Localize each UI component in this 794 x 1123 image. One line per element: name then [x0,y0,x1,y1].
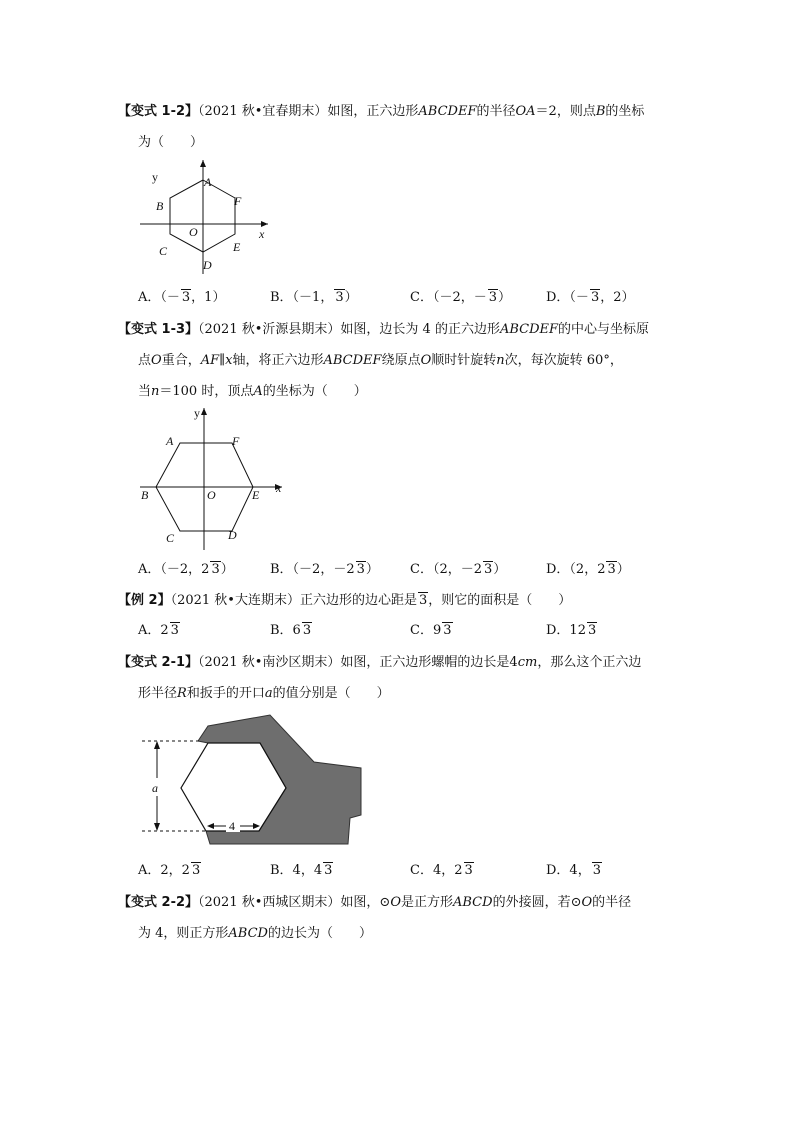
text-segment: ，1） [191,290,226,305]
text-segment: 次，每次旋转 60°， [504,353,623,368]
text-segment: n [496,353,505,368]
text-segment: ＝100 时，顶点 [159,384,254,399]
q3-tag: 【例 2】 [118,593,171,608]
q1-line2: 为（ ） [138,135,204,150]
q3-option-c[interactable] [410,622,453,640]
text-segment: 的外接圆，若⊙ [492,895,582,910]
text-segment: 3 [484,562,493,577]
text-segment: ） [220,562,234,577]
q4-option-d[interactable] [546,862,602,880]
text-segment: 3 [443,623,452,638]
text-segment: 如图，正六边形螺帽的边长是 [340,655,510,670]
q5-line1 [118,894,631,912]
text-segment: 是正方形 [400,895,453,910]
text-segment: D．4， [546,863,591,878]
text-segment: B．4，4 [270,863,323,878]
text-segment: A．2，2 [138,863,190,878]
text-segment: ABCD [453,895,493,910]
text-segment: 正六边形的边心距是 [299,593,417,608]
text-segment: 轴，将正六边形 [232,353,324,368]
q4-source: （2021 秋•南沙区期末） [198,655,341,670]
q4-option-c[interactable] [410,862,474,880]
text-segment: x [225,353,233,368]
text-segment: ） [344,290,358,305]
label-F: F [234,194,242,208]
text-segment: A．2 [138,623,169,638]
text-segment: 顺时针旋转 [431,353,497,368]
wrench-shape [198,715,361,844]
text-segment: ） [616,562,630,577]
label-E: E [233,240,241,254]
text-segment: 绕原点 [381,353,421,368]
q2-source: （2021 秋•沂源县期末） [198,322,341,337]
label-C: C [159,244,168,258]
label-C: C [166,531,175,545]
q1-text: ＝2，则点 [535,104,596,119]
text-segment: 的边长为（ ） [267,926,372,941]
text-segment: 3 [191,863,201,878]
text-segment: B．6 [270,623,301,638]
q3-option-d[interactable] [546,622,597,640]
label-4: 4 [229,819,235,833]
q1-point: B [595,104,606,119]
text-segment: 3 [587,623,597,638]
text-segment: 的半径 [592,895,632,910]
text-segment: 形半径 [138,686,178,701]
text-segment: n [151,384,160,399]
label-O: O [207,488,216,502]
label-D: D [228,528,237,542]
text-segment: A [253,384,263,399]
label-D: D [203,258,212,272]
q1-figure [136,158,276,276]
q4-option-a[interactable] [138,862,201,880]
label-E: E [252,488,260,502]
text-segment: 3 [211,562,220,577]
text-segment: 3 [592,863,601,878]
arrow-up [154,741,160,749]
q2-option-a[interactable] [138,561,234,579]
text-segment: 重合， [161,353,201,368]
q1-oa: OA [515,104,536,119]
text-segment: ） [493,562,507,577]
text-segment: ） [365,562,379,577]
text-segment: 3 [324,863,333,878]
q4-line1 [118,654,641,672]
q1-source: （2021 秋•宜春期末） [198,104,328,119]
q2-option-b[interactable] [270,561,379,579]
text-segment: A．（－ [138,290,180,305]
text-segment: A．（－2，2 [138,562,210,577]
q1-text: 如图，正六边形 [327,104,419,119]
text-segment: 3 [335,290,344,305]
q2-hex-name: ABCDEF [499,322,559,337]
q4-tag: 【变式 2-1】 [118,655,199,670]
q2-tag: 【变式 1-3】 [118,322,199,337]
q1-hex-name: ABCDEF [418,104,477,119]
q3-source: （2021 秋•大连期末） [170,593,300,608]
text-segment: ∥ [219,353,226,368]
text-segment: 当 [138,384,152,399]
text-segment: 4 [509,655,518,670]
q1-text: 的坐标 [605,104,645,119]
q5-source: （2021 秋•西城区期末） [198,895,341,910]
q2-line2 [138,352,623,370]
text-segment: C．4，2 [410,863,463,878]
q1-text: 的半径 [476,104,516,119]
text-segment: 3 [607,562,616,577]
label-y: y [152,170,158,184]
text-segment: 3 [464,863,473,878]
label-x: x [276,481,282,495]
q5-line2 [138,925,372,943]
label-O: O [189,225,198,239]
text-segment: R [177,686,187,701]
text-segment: cm [517,655,538,670]
text-segment: O [151,353,162,368]
q4-line2 [138,685,390,703]
text-segment: ） [498,290,512,305]
text-segment: 和扳手的开口 [186,686,265,701]
q2-line1 [118,321,649,339]
q1-line1 [118,103,644,121]
q2-text: 如图，边长为 4 的正六边形 [340,322,500,337]
text-segment: 3 [170,623,179,638]
text-segment: a [264,686,273,701]
text-segment: ABCDEF [323,353,382,368]
text-segment: 的坐标为（ ） [262,384,367,399]
text-segment: 3 [181,290,191,305]
q4-figure [136,710,368,854]
text-segment: D．（－ [546,290,589,305]
text-segment: AF [200,353,220,368]
q3-option-a[interactable] [138,622,180,640]
q1-option-b[interactable] [270,289,358,307]
text-segment: 点 [138,353,152,368]
label-A: A [166,434,174,448]
arrow-down [154,823,160,831]
q1-option-c[interactable] [410,289,511,307]
text-segment: ABCD [228,926,268,941]
q2-option-c[interactable] [410,561,506,579]
arrow-right [253,823,260,829]
text-segment: ，则它的面积是（ ） [428,593,572,608]
text-segment: O [581,895,593,910]
label-a: a [152,781,158,795]
q2-figure [136,404,292,552]
label-x: x [259,227,265,241]
y-axis-arrow [200,160,206,167]
text-segment: D．12 [546,623,586,638]
q2-text: 的中心与坐标原 [558,322,650,337]
label-F: F [232,434,240,448]
text-segment: C．（－2，－ [410,290,487,305]
text-segment: 3 [418,593,428,608]
q5-tag: 【变式 2-2】 [118,895,199,910]
text-segment: ，2） [600,290,635,305]
q3-option-b[interactable] [270,622,312,640]
text-segment: 的值分别是（ ） [272,686,390,701]
q1-option-d[interactable] [546,289,635,307]
q1-option-a[interactable] [138,289,225,307]
label-B: B [156,199,164,213]
text-segment: 3 [590,290,600,305]
text-segment: ，那么这个正六边 [537,655,642,670]
text-segment: 如图，⊙ [340,895,391,910]
text-segment: C．9 [410,623,442,638]
text-segment: O [420,353,432,368]
text-segment: D．（2，2 [546,562,606,577]
label-y: y [194,406,200,420]
text-segment: 为 4，则正方形 [138,926,229,941]
text-segment: 3 [302,623,312,638]
q3-line1 [118,592,571,610]
text-segment: 3 [356,562,365,577]
text-segment: 3 [488,290,497,305]
text-segment: B．（－1， [270,290,334,305]
y-axis-arrow [201,408,207,415]
label-B: B [141,488,149,502]
text-segment: B．（－2，－2 [270,562,355,577]
arrow-left [207,823,214,829]
q2-option-d[interactable] [546,561,630,579]
q4-option-b[interactable] [270,862,333,880]
text-segment: C．（2，－2 [410,562,482,577]
q1-tag: 【变式 1-2】 [118,104,199,119]
text-segment: O [390,895,401,910]
label-A: A [204,175,212,189]
q2-line3 [138,383,367,401]
